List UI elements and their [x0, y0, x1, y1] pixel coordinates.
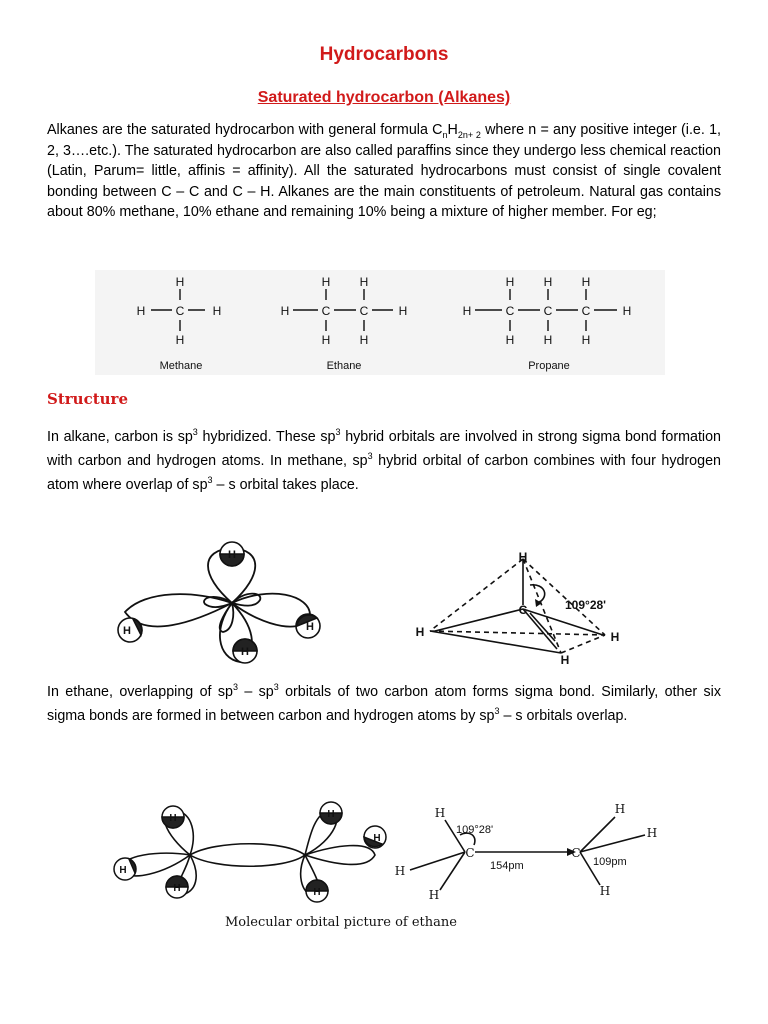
svg-text:C: C: [571, 846, 581, 860]
svg-text:H: H: [581, 275, 591, 289]
svg-text:H: H: [173, 883, 181, 894]
svg-text:C: C: [543, 304, 553, 318]
svg-text:H: H: [398, 304, 408, 318]
svg-text:H: H: [212, 304, 222, 318]
cc-bond-length-label: 154pm: [490, 860, 524, 872]
svg-text:H: H: [614, 802, 626, 816]
methane-orbital-figure: [105, 540, 314, 670]
svg-text:H: H: [505, 333, 515, 347]
svg-text:H: H: [321, 333, 331, 347]
svg-text:H: H: [543, 275, 553, 289]
svg-text:C: C: [518, 603, 528, 617]
structure-paragraph: In alkane, carbon is $sp^3$ hybridized. These $sp^3$ hybrid orbitals are involved in strong sigma bond formation with carbon and hydrogen atoms. In methane, $sp^3$ hybrid orbital of carbon combines with four hydrogen atom where overlap of $sp^3$ – s orbital takes place.: [47, 427, 721, 493]
methane-tetrahedron-figure: [405, 545, 665, 675]
svg-text:H: H: [123, 625, 131, 637]
svg-text:C: C: [581, 304, 591, 318]
ch-bond-length-label: 109pm: [593, 856, 627, 868]
svg-text:H: H: [175, 333, 185, 347]
svg-text:H: H: [505, 275, 515, 289]
svg-text:H: H: [646, 826, 658, 840]
svg-text:H: H: [394, 864, 406, 878]
svg-text:H: H: [359, 275, 369, 289]
svg-text:H: H: [581, 333, 591, 347]
structural-formulas-figure: [95, 270, 665, 375]
ethane-label: Ethane: [326, 360, 362, 372]
intro-paragraph: Alkanes are the saturated hydrocarbon with general formula $C_nH_{2n+ 2}$ where n = any positive integer (i.e. 1, 2, 3….etc.). The saturated hydrocarbon are also called paraffins since they undergo less chemical reaction (Latin, Parum= little, affinis = affinity). All the saturated hydrocarbons must consist of single covalent bonding between C – C and C – H. Alkanes are the main constituents of petroleum. Natural gas contains about 80% methane, 10% ethane and remaining 10% being a mixture of higher member. For eg;: [47, 122, 721, 220]
ethane-orbital-figure: [105, 795, 405, 905]
svg-text:H: H: [434, 806, 446, 820]
svg-text:H: H: [599, 884, 611, 898]
svg-text:H: H: [306, 621, 314, 633]
svg-text:H: H: [327, 809, 335, 820]
svg-text:H: H: [610, 630, 620, 644]
svg-text:H: H: [462, 304, 472, 318]
methane-label: Methane: [159, 360, 203, 372]
svg-text:C: C: [505, 304, 515, 318]
structure-heading: Structure: [47, 390, 128, 408]
svg-text:H: H: [359, 333, 369, 347]
ethane-angle-label: 109°28': [456, 824, 494, 836]
ethane-geometry-figure: [390, 795, 670, 905]
svg-text:H: H: [373, 833, 381, 844]
svg-text:H: H: [241, 646, 249, 658]
svg-text:H: H: [428, 888, 440, 902]
svg-text:H: H: [119, 865, 127, 876]
svg-text:H: H: [280, 304, 290, 318]
svg-text:H: H: [136, 304, 146, 318]
ethane-figure-caption: Molecular orbital picture of ethane: [225, 915, 457, 930]
svg-text:C: C: [465, 846, 475, 860]
svg-text:C: C: [175, 304, 185, 318]
svg-text:H: H: [415, 625, 425, 639]
svg-text:H: H: [560, 653, 570, 667]
svg-text:H: H: [169, 813, 177, 824]
svg-text:C: C: [359, 304, 369, 318]
propane-label: Propane: [528, 360, 570, 372]
svg-text:H: H: [543, 333, 553, 347]
svg-text:H: H: [175, 275, 185, 289]
page-title: Hydrocarbons: [319, 44, 449, 65]
ethane-paragraph: In ethane, overlapping of $sp^3 - sp^3$ orbitals of two carbon atom forms sigma bond. Similarly, other six sigma bonds are formed in between carbon and hydrogen atoms by $sp^3$ – s orbitals overlap.: [47, 682, 721, 724]
svg-text:H: H: [321, 275, 331, 289]
svg-text:H: H: [313, 887, 321, 898]
section-subtitle: Saturated hydrocarbon (Alkanes): [257, 89, 511, 106]
svg-text:C: C: [321, 304, 331, 318]
methane-angle-label: 109°28': [565, 598, 607, 612]
svg-text:H: H: [228, 549, 236, 561]
svg-text:H: H: [622, 304, 632, 318]
svg-text:H: H: [518, 550, 528, 564]
